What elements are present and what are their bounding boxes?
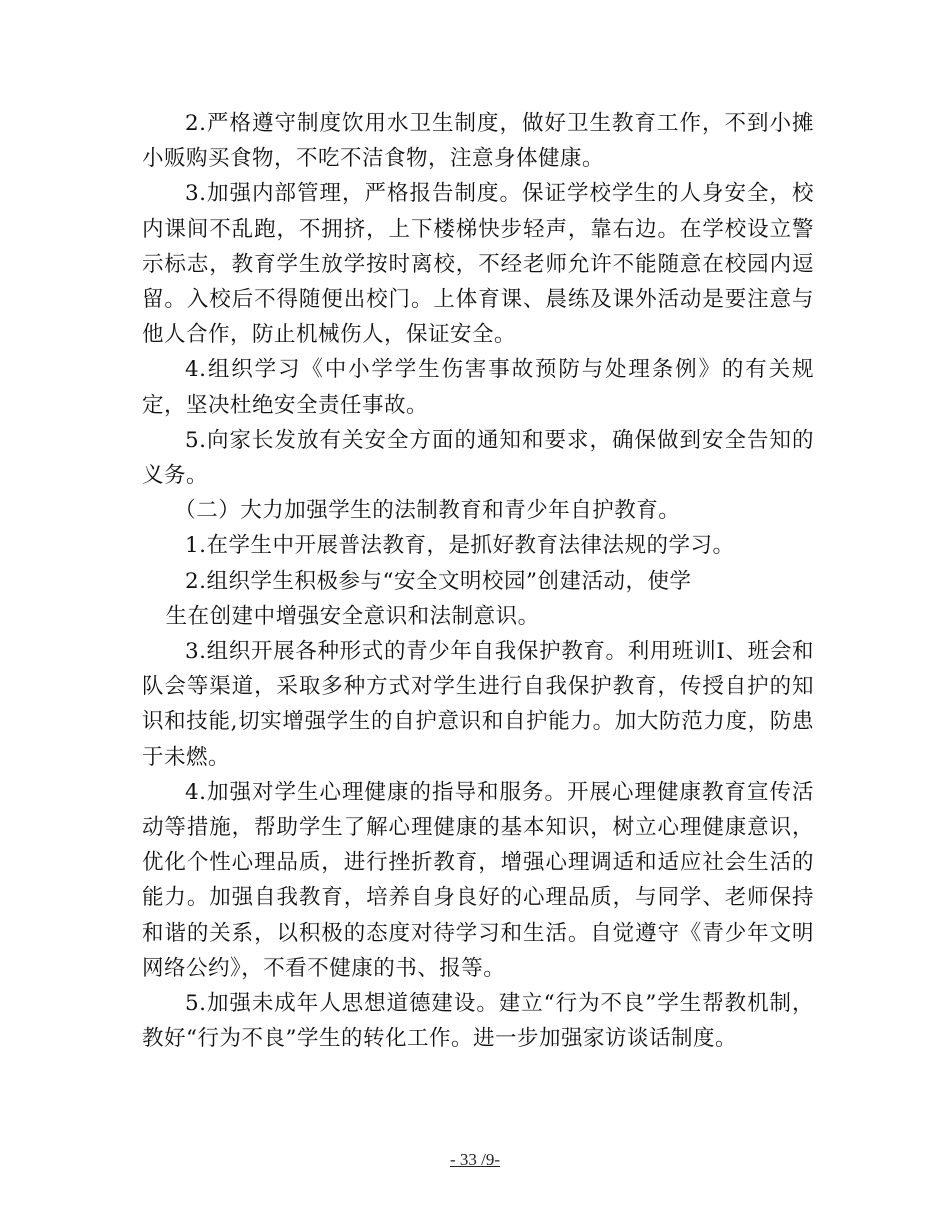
paragraph-item-3-internal-management: 3.加强内部管理，严格报告制度。保证学校学生的人身安全，校内课间不乱跑，不拥挤，上下楼梯快步轻声，靠右边。在学校设立警示标志，教育学生放学按时离校，不经老师允许不能随意在校园内逗留。入校后不得随便出校门。上体育课、晨练及课外活动是要注意与他人合作，防止机械伤人，保证安全。 [142,181,814,348]
paragraph-item-5-moral-education: 5.加强未成年人思想道德建设。建立“行为不良”学生帮教机制，教好“行为不良”学生的转化工作。进一步加强家访谈话制度。 [142,991,814,1052]
document-body [142,106,814,1056]
paragraph-item-2-safe-campus-line-2: 生在创建中增强安全意识和法制意识。 [165,603,540,629]
page-number: - 33 /9- [449,1150,501,1169]
paragraph-item-4-mental-health: 4.加强对学生心理健康的指导和服务。开展心理健康教育宣传活动等措施，帮助学生了解心理健康的基本知识，树立心理健康意识，优化个性心理品质，进行挫折教育，增强心理调适和适应社会生活的能力。加强自我教育，培养自身良好的心理品质，与同学、老师保持和谐的关系，以积极的态度对待学习和生活。自觉遵守《青少年文明网络公约》，不看不健康的书、报等。 [142,779,814,981]
paragraph-item-3-self-protection: 3.组织开展各种形式的青少年自我保护教育。利用班训Ⅰ、班会和队会等渠道，采取多种方式对学生进行自我保护教育，传授自护的知识和技能,切实增强学生的自护意识和自护能力。加大防范力度，防患于未燃。 [142,639,814,770]
paragraph-item-5-parent-notice: 5.向家长发放有关安全方面的通知和要求，确保做到安全告知的义务。 [142,427,814,489]
paragraph-item-2-safe-campus-line-1: 2.组织学生积极参与“安全文明校园”创建活动，使学 [185,568,692,594]
paragraph-item-2-hygiene: 2.严格遵守制度饮用水卫生制度，做好卫生教育工作，不到小摊小贩购买食物，不吃不洁食物，注意身体健康。 [142,111,814,172]
paragraph-item-1-legal-education: 1.在学生中开展普法教育，是抓好教育法律法规的学习。 [185,533,735,559]
section-heading-2: （二）大力加强学生的法制教育和青少年自护教育。 [174,498,681,524]
paragraph-item-2-safe-campus [142,564,814,634]
paragraph-item-4-regulation-study: 4.组织学习《中小学学生伤害事故预防与处理条例》的有关规定，坚决杜绝安全责任事故。 [142,357,814,418]
